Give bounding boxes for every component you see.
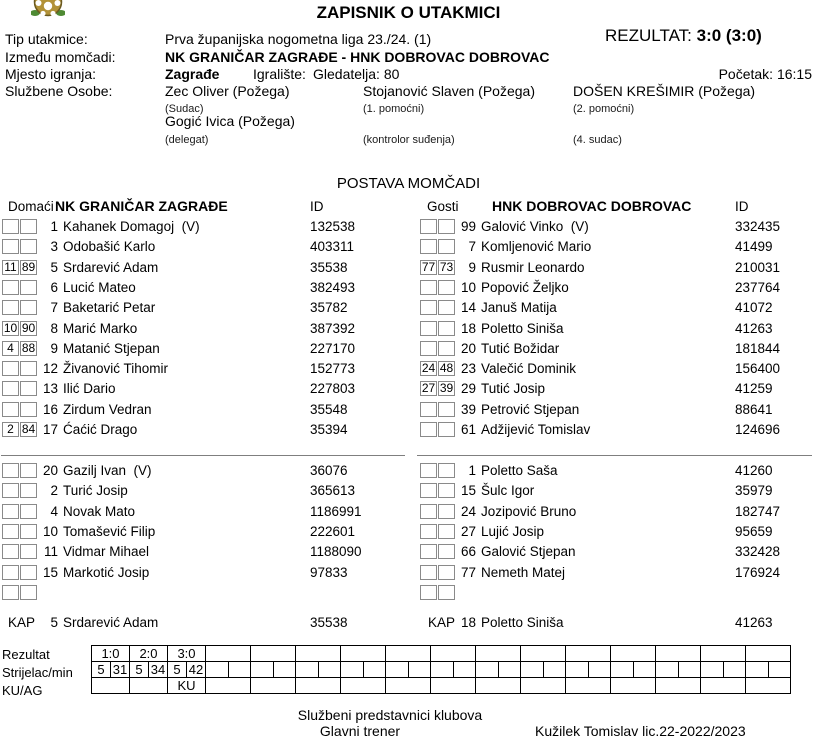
kuag-cell (476, 678, 521, 694)
player-number: 20 (460, 340, 476, 356)
player-name: Popović Željko (481, 279, 569, 295)
player-name: Kahanek Domagoj (V) (63, 219, 200, 234)
kuag-cell (566, 678, 611, 694)
away-team-name: HNK DOBROVAC DOBROVAC (492, 198, 692, 214)
player-number: 15 (460, 483, 476, 499)
sub-in-box (420, 524, 437, 539)
player-row (0, 522, 817, 542)
player-number: 14 (460, 300, 476, 316)
away-id-header: ID (735, 199, 749, 214)
club-representatives-heading: Službeni predstavnici klubova (297, 707, 483, 723)
player-id: 365613 (310, 483, 356, 499)
minute-cell (363, 662, 386, 678)
minute-cell (723, 662, 746, 678)
player-id: 182747 (735, 503, 781, 519)
score-progress-cell (431, 646, 476, 662)
player-row (0, 359, 817, 379)
player-number: 1 (468, 463, 476, 478)
player-number: 11 (43, 544, 58, 560)
sub-minute-box: 89 (21, 259, 36, 274)
player-number: 61 (460, 422, 476, 437)
scorer-cell: 5 (168, 662, 187, 678)
sub-in-box (420, 219, 437, 234)
player-row (0, 583, 817, 603)
sub-in-box (420, 504, 437, 519)
player-id: 41260 (735, 463, 773, 478)
player-number: 7 (468, 239, 476, 255)
sub-minute-box (438, 463, 455, 478)
assistant1-role: (1. pomoćni) (363, 103, 425, 115)
sub-minute-box: 88 (21, 340, 36, 355)
player-name: Nemeth Matej (481, 564, 566, 580)
player-row (0, 258, 817, 278)
player-id: 332428 (735, 544, 781, 560)
player-id: 227170 (310, 340, 356, 356)
venue-value: Zagrađe (165, 66, 220, 82)
sub-minute-box (438, 565, 455, 580)
teams-value: NK GRANIČAR ZAGRAĐE - HNK DOBROVAC DOBROVAC (165, 49, 550, 65)
home-subs-divider (1, 455, 405, 456)
player-number: 18 (460, 615, 476, 630)
player-id: 41499 (735, 239, 773, 255)
minute-cell (273, 662, 296, 678)
player-id: 181844 (735, 340, 781, 356)
player-name: Petrović Stjepan (481, 401, 580, 417)
player-row (0, 298, 817, 318)
score-progress-cell (296, 646, 341, 662)
captain-row (0, 613, 817, 633)
kuag-cell (130, 678, 168, 694)
player-id: 382493 (310, 279, 356, 295)
player-number: 9 (468, 259, 476, 275)
player-name: Srdarević Adam (63, 615, 159, 630)
kuag-cell (341, 678, 386, 694)
sub-minute-box (438, 483, 455, 498)
minute-cell (318, 662, 341, 678)
player-name: Markotić Josip (63, 564, 150, 580)
away-subs-divider (417, 455, 812, 456)
player-id: 222601 (310, 523, 356, 539)
sub-in-box: 27 (421, 381, 436, 396)
player-number: 24 (460, 503, 476, 519)
player-id: 35548 (310, 401, 348, 417)
captain-label: KAP (428, 615, 456, 630)
player-number: 29 (460, 381, 476, 397)
minute-cell: 31 (111, 662, 130, 678)
player-name: Ilić Dario (63, 381, 116, 397)
minute-cell (588, 662, 611, 678)
player-name: Zirdum Vedran (63, 401, 152, 417)
head-coach-name: Kužilek Tomislav lic.22-2022/2023 (535, 723, 746, 739)
player-id: 132538 (310, 219, 356, 234)
player-number: 23 (460, 361, 476, 377)
player-number: 39 (460, 401, 476, 417)
kuag-cell (386, 678, 431, 694)
sub-minute-box: 39 (439, 381, 454, 396)
player-name: Galović Vinko (V) (481, 219, 589, 234)
sub-minute-box (438, 219, 455, 234)
player-number: 27 (460, 523, 476, 539)
minute-cell (633, 662, 656, 678)
player-number: 2 (50, 483, 58, 499)
kuag-cell (521, 678, 566, 694)
scorer-cell (386, 662, 409, 678)
player-name: Rusmir Leonardo (481, 259, 585, 275)
player-row (0, 420, 817, 440)
sub-in-box: 2 (2, 422, 19, 437)
score-progress-cell (521, 646, 566, 662)
delegate-role: (delegat) (165, 134, 209, 146)
sub-in-box (420, 585, 437, 600)
score-progress-cell (386, 646, 431, 662)
player-number: 66 (460, 544, 476, 560)
minute-cell (768, 662, 791, 678)
match-type-label: Tip utakmice: (5, 31, 88, 47)
player-name: Tutić Josip (481, 381, 546, 397)
ground-label: Igralište: (253, 66, 306, 82)
player-row (0, 339, 817, 359)
player-name: Poletto Siniša (481, 615, 564, 630)
player-name: Januš Matija (481, 300, 557, 316)
player-id: 88641 (735, 401, 773, 417)
player-name: Tutić Božidar (481, 340, 560, 356)
player-number: 9 (50, 340, 58, 356)
kuag-cell (701, 678, 746, 694)
minute-cell (678, 662, 701, 678)
head-coach-label: Glavni trener (319, 723, 401, 739)
sub-in-box: 4 (2, 341, 19, 356)
player-number: 3 (50, 239, 58, 255)
assistant2-role: (2. pomoćni) (573, 103, 635, 115)
sub-minute-box (438, 280, 455, 295)
kuag-cell (251, 678, 296, 694)
player-id: 41072 (735, 300, 773, 316)
player-id: 41259 (735, 381, 773, 397)
kuag-cell (746, 678, 791, 694)
captain-label: KAP (8, 615, 36, 630)
player-number: 12 (42, 361, 58, 377)
player-id: 35538 (310, 615, 348, 630)
player-row (0, 461, 817, 481)
player-row (0, 379, 817, 399)
player-number: 13 (42, 381, 58, 397)
player-id: 35782 (310, 300, 348, 316)
sub-minute-box: 48 (439, 361, 454, 376)
sub-minute-box (438, 321, 455, 336)
score-progress-cell (566, 646, 611, 662)
kuag-cell (92, 678, 130, 694)
goals-table (91, 645, 791, 694)
sub-in-box (420, 463, 437, 478)
player-number: 10 (42, 523, 58, 539)
player-number: 1 (50, 219, 58, 234)
player-name: Jozipović Bruno (481, 503, 577, 519)
minute-cell (543, 662, 566, 678)
player-number: 99 (460, 219, 476, 234)
player-number: 18 (460, 320, 476, 336)
score-progress-cell (206, 646, 251, 662)
player-name: Lujić Josip (481, 523, 545, 539)
referee-role: (Sudac) (165, 103, 204, 115)
player-id: 95659 (735, 523, 773, 539)
sub-in-box (420, 341, 437, 356)
venue-label: Mjesto igranja: (5, 66, 97, 82)
player-id: 36076 (310, 463, 348, 478)
player-id: 124696 (735, 422, 781, 437)
scorer-cell: 5 (92, 662, 111, 678)
minute-cell (453, 662, 476, 678)
match-type-value: Prva županijska nogometna liga 23./24. (1) (165, 31, 432, 47)
scorer-cell (521, 662, 544, 678)
minute-cell (228, 662, 251, 678)
result-label: REZULTAT: (605, 26, 697, 45)
player-id: 41263 (735, 320, 773, 336)
sub-minute-box (438, 341, 455, 356)
scorer-cell (476, 662, 499, 678)
sub-in-box (420, 483, 437, 498)
player-name: Odobašić Karlo (63, 239, 156, 255)
scorer-cell (341, 662, 364, 678)
player-name: Živanović Tihomir (63, 361, 169, 377)
away-side-label: Gosti (427, 199, 459, 214)
sub-minute-box (438, 524, 455, 539)
kuag-cell (611, 678, 656, 694)
result-row-label: Rezultat (2, 647, 50, 662)
kuag-cell (296, 678, 341, 694)
sub-minute-box (438, 504, 455, 519)
score-progress-cell: 3:0 (168, 646, 206, 662)
player-number: 6 (50, 279, 58, 295)
score-progress-cell: 2:0 (130, 646, 168, 662)
player-id: 156400 (735, 361, 781, 377)
score-progress-cell (656, 646, 701, 662)
sub-minute-box (438, 544, 455, 559)
sub-minute-box: 73 (439, 259, 454, 274)
scorer-cell (611, 662, 634, 678)
player-row (0, 502, 817, 522)
sub-in-box (420, 280, 437, 295)
kuag-cell (431, 678, 476, 694)
player-number: 4 (50, 503, 58, 519)
score-progress-cell (476, 646, 521, 662)
player-number: 8 (50, 320, 58, 336)
home-team-name: NK GRANIČAR ZAGRAĐE (55, 198, 228, 214)
scorer-row-label: Strijelac/min (2, 665, 73, 680)
player-row (0, 542, 817, 562)
minute-cell (498, 662, 521, 678)
kuag-cell (206, 678, 251, 694)
player-row (0, 237, 817, 257)
player-name: Baketarić Petar (63, 300, 156, 316)
player-row (0, 278, 817, 298)
kuag-cell (656, 678, 701, 694)
score-progress-cell (251, 646, 296, 662)
player-name: Vidmar Mihael (63, 544, 150, 560)
player-id: 227803 (310, 381, 356, 397)
scorer-cell (431, 662, 454, 678)
player-id: 35394 (310, 422, 348, 437)
home-side-label: Domaći (8, 199, 54, 214)
player-row (0, 563, 817, 583)
kuag-row-label: KU/AG (2, 683, 43, 698)
player-name: Tomašević Filip (63, 523, 156, 539)
player-name: Gazilj Ivan (V) (63, 463, 152, 478)
sub-minute-box (438, 300, 455, 315)
sub-in-box (420, 239, 437, 254)
scorer-cell: 5 (130, 662, 149, 678)
player-id: 332435 (735, 219, 781, 234)
player-name: Šulc Igor (481, 483, 535, 499)
score-progress-cell (611, 646, 656, 662)
sub-in-box (420, 402, 437, 417)
player-id: 403311 (310, 239, 355, 255)
sub-in-box (420, 321, 437, 336)
player-name: Valečić Dominik (481, 361, 577, 377)
player-number: 5 (50, 259, 58, 275)
result-line (605, 28, 762, 44)
player-name: Ćaćić Drago (63, 422, 138, 437)
player-id: 387392 (310, 320, 356, 336)
player-row (0, 400, 817, 420)
assistant1-name: Stojanović Slaven (Požega) (363, 83, 535, 99)
sub-minute-box: 84 (21, 422, 36, 436)
scorer-cell (656, 662, 679, 678)
sub-in-box: 11 (2, 260, 19, 275)
player-number: 17 (42, 422, 58, 437)
sub-in-box (420, 422, 437, 437)
player-number: 77 (460, 564, 476, 580)
player-id: 35538 (310, 259, 348, 275)
player-name: Turić Josip (63, 483, 128, 499)
lineup-section-title: POSTAVA MOMČADI (336, 175, 481, 192)
player-name: Adžijević Tomislav (481, 422, 591, 437)
player-number: 20 (42, 463, 58, 478)
player-name: Novak Mato (63, 503, 136, 519)
player-id: 97833 (310, 564, 348, 580)
sub-in-box: 24 (421, 361, 436, 376)
minute-cell: 34 (149, 662, 168, 678)
minute-cell: 42 (187, 662, 206, 678)
scorer-cell (566, 662, 589, 678)
player-name: Poletto Saša (481, 463, 558, 478)
player-row (0, 481, 817, 501)
sub-minute-box (438, 402, 455, 417)
score-progress-cell (746, 646, 791, 662)
player-name: Marić Marko (63, 320, 138, 336)
scorer-cell (206, 662, 229, 678)
sub-in-box: 77 (421, 259, 436, 274)
player-number: 15 (42, 564, 58, 580)
assistant2-name: DOŠEN KREŠIMIR (Požega) (573, 83, 756, 99)
sub-minute-box: 90 (21, 320, 36, 335)
player-number: 10 (460, 279, 476, 295)
sub-in-box: 10 (3, 320, 18, 335)
teams-label: Između momčadi: (5, 49, 116, 65)
player-id: 210031 (735, 259, 781, 275)
sub-minute-box (438, 239, 455, 254)
scorer-cell (296, 662, 319, 678)
scorer-cell (251, 662, 274, 678)
fourth-official-role: (4. sudac) (573, 134, 622, 146)
player-id: 1188090 (310, 544, 362, 560)
sub-in-box (420, 565, 437, 580)
player-name: Lucić Mateo (63, 279, 136, 295)
player-name: Poletto Siniša (481, 320, 564, 336)
score-progress-cell (701, 646, 746, 662)
score-progress-cell (341, 646, 386, 662)
player-id: 35979 (735, 483, 773, 499)
result-value: 3:0 (3:0) (696, 26, 762, 45)
player-id: 237764 (735, 279, 781, 295)
kickoff-time: Početak: 16:15 (718, 66, 812, 82)
controller-role: (kontrolor suđenja) (363, 134, 455, 146)
player-id: 176924 (735, 564, 781, 580)
player-id: 41263 (735, 615, 773, 630)
scorer-cell (746, 662, 769, 678)
player-id: 1186991 (310, 503, 362, 519)
player-number: 5 (50, 615, 58, 630)
score-progress-cell: 1:0 (92, 646, 130, 662)
player-name: Galović Stjepan (481, 544, 576, 560)
spectators-value: Gledatelja: 80 (313, 66, 400, 82)
kuag-cell: KU (168, 678, 206, 694)
home-id-header: ID (310, 199, 324, 214)
sub-minute-box (438, 422, 455, 437)
player-name: Srdarević Adam (63, 259, 159, 275)
minute-cell (408, 662, 431, 678)
player-row (0, 217, 817, 237)
player-number: 7 (50, 300, 58, 316)
referee-name: Zec Oliver (Požega) (165, 83, 290, 99)
scorer-cell (701, 662, 724, 678)
player-name: Matanić Stjepan (63, 340, 160, 356)
officials-label: Službene Osobe: (5, 83, 113, 99)
page-title: ZAPISNIK O UTAKMICI (316, 3, 501, 22)
sub-in-box (420, 544, 437, 559)
delegate-name: Gogić Ivica (Požega) (165, 113, 295, 129)
sub-minute-box (438, 585, 455, 600)
player-name: Komljenović Mario (481, 239, 592, 255)
player-number: 16 (42, 401, 58, 417)
player-id: 152773 (310, 361, 356, 377)
sub-in-box (420, 300, 437, 315)
player-row (0, 319, 817, 339)
